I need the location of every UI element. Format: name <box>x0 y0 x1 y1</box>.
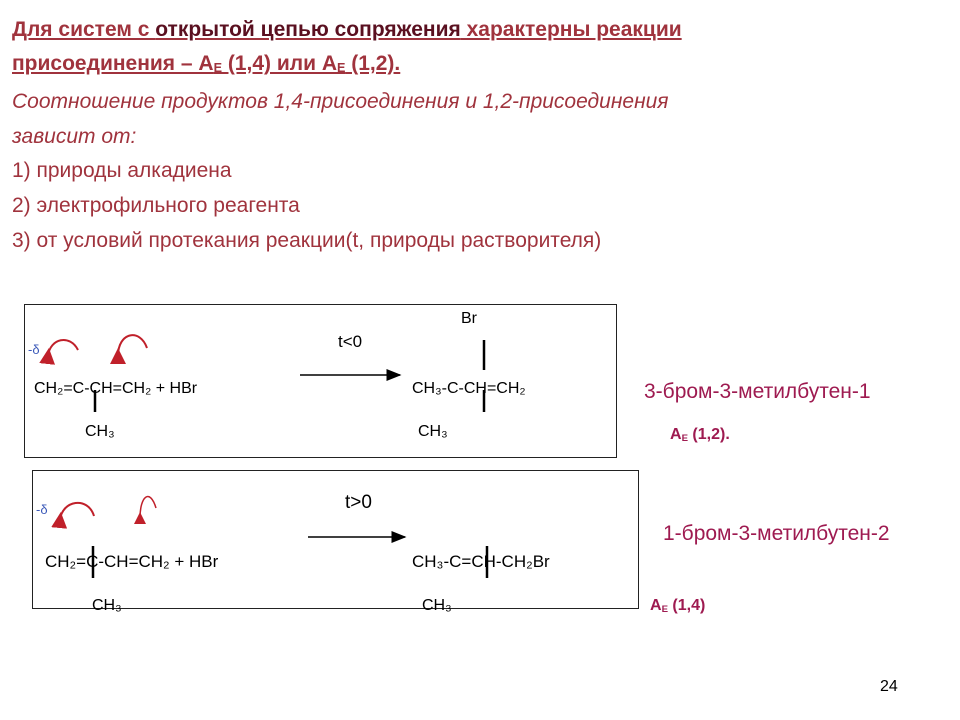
partial-charge-label-1: -δ <box>28 342 40 357</box>
ratio-text-line-2: зависит от: <box>12 125 137 148</box>
factor-3: 3) от условий протекания реакции(t, природы растворителя) <box>12 229 602 252</box>
bromine-label-1: Br <box>461 310 477 327</box>
page-number: 24 <box>880 678 898 695</box>
electron-shift-arrow-2a <box>60 503 94 520</box>
product-name-2: 1-бром-3-метилбутен-2 <box>663 522 890 545</box>
ratio-text-line-1: Соотношение продуктов 1,4-присоединения и 1,2-присоединения <box>12 90 669 113</box>
product-methyl-1: CH₃ <box>418 423 448 440</box>
electron-shift-arrow-1a <box>48 340 78 356</box>
mechanism-label-1: $А_Е$ (1,2). <box>670 426 730 444</box>
reactant-formula-1: CH₂=C-CH=CH₂ + HBr <box>34 380 198 397</box>
reactant-methyl-2: CH₃ <box>92 597 122 614</box>
title-line-1: Для систем с открытой цепью сопряжения характерны реакции <box>12 18 682 41</box>
reactant-formula-2: CH₂=C-CH=CH₂ + HBr <box>45 552 219 571</box>
reactant-methyl-1: CH₃ <box>85 423 115 440</box>
condition-label-2: t>0 <box>345 492 372 513</box>
product-name-1: 3-бром-3-метилбутен-1 <box>644 380 871 403</box>
product-formula-1: CH₃-C-CH=CH₂ <box>412 380 526 397</box>
product-formula-2: CH₃-C=CH-CH₂Br <box>412 552 550 571</box>
condition-label-1: t<0 <box>338 332 363 351</box>
factor-1: 1) природы алкадиена <box>12 159 232 182</box>
factor-2: 2) электрофильного реагента <box>12 194 300 217</box>
mechanism-label-2: $А_Е$ (1,4) <box>650 597 706 615</box>
title-line-2: присоединения – $А_Е$ (1,4) или $А_Е$ (1,2). <box>12 52 401 75</box>
electron-shift-arrow-1b <box>118 335 147 356</box>
electron-shift-arrow-2b <box>140 497 156 518</box>
product-methyl-2: CH₃ <box>422 597 452 614</box>
partial-charge-label-2: -δ <box>36 502 48 517</box>
